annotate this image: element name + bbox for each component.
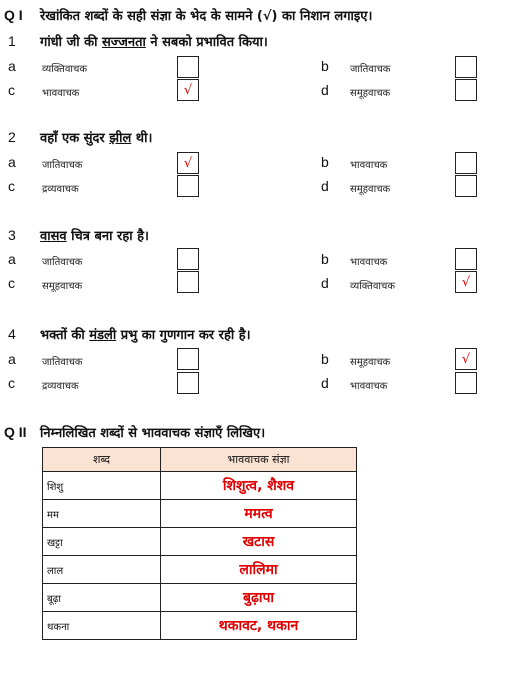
option-text: भाववाचक	[350, 257, 388, 268]
table-row	[43, 500, 357, 528]
option-letter: b	[321, 351, 329, 367]
section-1-instruction: रेखांकित शब्दों के सही संज्ञा के भेद के सामने (√) का निशान लगाइए।	[40, 9, 373, 24]
answer-cell[interactable]: बुढ़ापा	[161, 584, 357, 612]
tick-mark-icon: √	[183, 155, 193, 171]
question-text: भक्तों की मंडली प्रभु का गुणगान कर रही है।	[40, 328, 251, 343]
option-text: द्रव्यवाचक	[42, 381, 79, 392]
underlined-word: सज्जनता	[102, 35, 146, 50]
option-checkbox[interactable]	[455, 248, 477, 270]
section-2-instruction: निम्नलिखित शब्दों से भाववाचक संज्ञाएँ लिखिए।	[40, 426, 266, 441]
option-text: व्यक्तिवाचक	[350, 281, 396, 292]
column-header-answer: भाववाचक संज्ञा	[161, 448, 357, 472]
option-letter: a	[8, 58, 16, 74]
option-checkbox-checked[interactable]	[455, 271, 477, 293]
option-letter: b	[321, 154, 329, 170]
answer-cell[interactable]: शिशुत्व, शैशव	[161, 472, 357, 500]
option-text: भाववाचक	[350, 381, 388, 392]
table-header-row	[43, 448, 357, 472]
underlined-word: वासव	[40, 229, 67, 244]
question-number: 4	[8, 326, 16, 342]
option-checkbox[interactable]	[177, 372, 199, 394]
option-letter: c	[8, 178, 15, 194]
answer-table	[42, 447, 357, 640]
table-row	[43, 584, 357, 612]
option-checkbox[interactable]	[177, 175, 199, 197]
table-row	[43, 556, 357, 584]
option-letter: c	[8, 82, 15, 98]
question-text: वहाँ एक सुंदर झील थी।	[40, 131, 153, 146]
option-letter: b	[321, 251, 329, 267]
option-letter: d	[321, 375, 329, 391]
word-cell: लाल	[43, 556, 161, 584]
option-letter: a	[8, 251, 16, 267]
column-header-word: शब्द	[43, 448, 161, 472]
option-text: समूहवाचक	[350, 88, 391, 99]
option-letter: d	[321, 82, 329, 98]
answer-cell[interactable]: खटास	[161, 528, 357, 556]
table-row	[43, 472, 357, 500]
table-row	[43, 612, 357, 640]
option-checkbox[interactable]	[177, 271, 199, 293]
question-number: 2	[8, 129, 16, 145]
option-letter: d	[321, 275, 329, 291]
question-number: 3	[8, 227, 16, 243]
option-text: द्रव्यवाचक	[42, 184, 79, 195]
option-text: समूहवाचक	[42, 281, 83, 292]
option-text: भाववाचक	[350, 160, 388, 171]
option-checkbox-checked[interactable]	[177, 79, 199, 101]
option-text: समूहवाचक	[350, 184, 391, 195]
tick-mark-icon: √	[461, 274, 471, 290]
word-cell: खट्टा	[43, 528, 161, 556]
section-1-label: Q I	[4, 7, 23, 23]
option-checkbox[interactable]	[455, 56, 477, 78]
word-cell: बूढ़ा	[43, 584, 161, 612]
option-letter: a	[8, 351, 16, 367]
option-letter: b	[321, 58, 329, 74]
option-checkbox[interactable]	[455, 79, 477, 101]
option-checkbox[interactable]	[177, 248, 199, 270]
answer-cell[interactable]: ममत्व	[161, 500, 357, 528]
table-row	[43, 528, 357, 556]
option-letter: c	[8, 275, 15, 291]
word-cell: शिशु	[43, 472, 161, 500]
option-checkbox[interactable]	[177, 348, 199, 370]
option-text: जातिवाचक	[42, 160, 83, 171]
underlined-word: मंडली	[89, 328, 117, 343]
option-text: समूहवाचक	[350, 357, 391, 368]
answer-cell[interactable]: थकावट, थकान	[161, 612, 357, 640]
option-checkbox[interactable]	[455, 152, 477, 174]
option-text: व्यक्तिवाचक	[42, 64, 88, 75]
option-checkbox[interactable]	[455, 372, 477, 394]
answer-cell[interactable]: लालिमा	[161, 556, 357, 584]
option-letter: a	[8, 154, 16, 170]
section-2-label: Q II	[4, 424, 27, 440]
option-text: जातिवाचक	[350, 64, 391, 75]
word-cell: थकना	[43, 612, 161, 640]
option-checkbox[interactable]	[177, 56, 199, 78]
word-cell: मम	[43, 500, 161, 528]
option-checkbox[interactable]	[455, 175, 477, 197]
option-text: भाववाचक	[42, 88, 80, 99]
question-text: वासव चित्र बना रहा है।	[40, 229, 149, 244]
option-letter: c	[8, 375, 15, 391]
option-letter: d	[321, 178, 329, 194]
option-checkbox-checked[interactable]	[177, 152, 199, 174]
option-text: जातिवाचक	[42, 357, 83, 368]
underlined-word: झील	[109, 131, 132, 146]
question-number: 1	[8, 33, 16, 49]
option-checkbox-checked[interactable]	[455, 348, 477, 370]
option-text: जातिवाचक	[42, 257, 83, 268]
tick-mark-icon: √	[461, 351, 471, 367]
tick-mark-icon: √	[183, 82, 193, 98]
question-text: गांधी जी की सज्जनता ने सबको प्रभावित किया।	[40, 35, 268, 50]
